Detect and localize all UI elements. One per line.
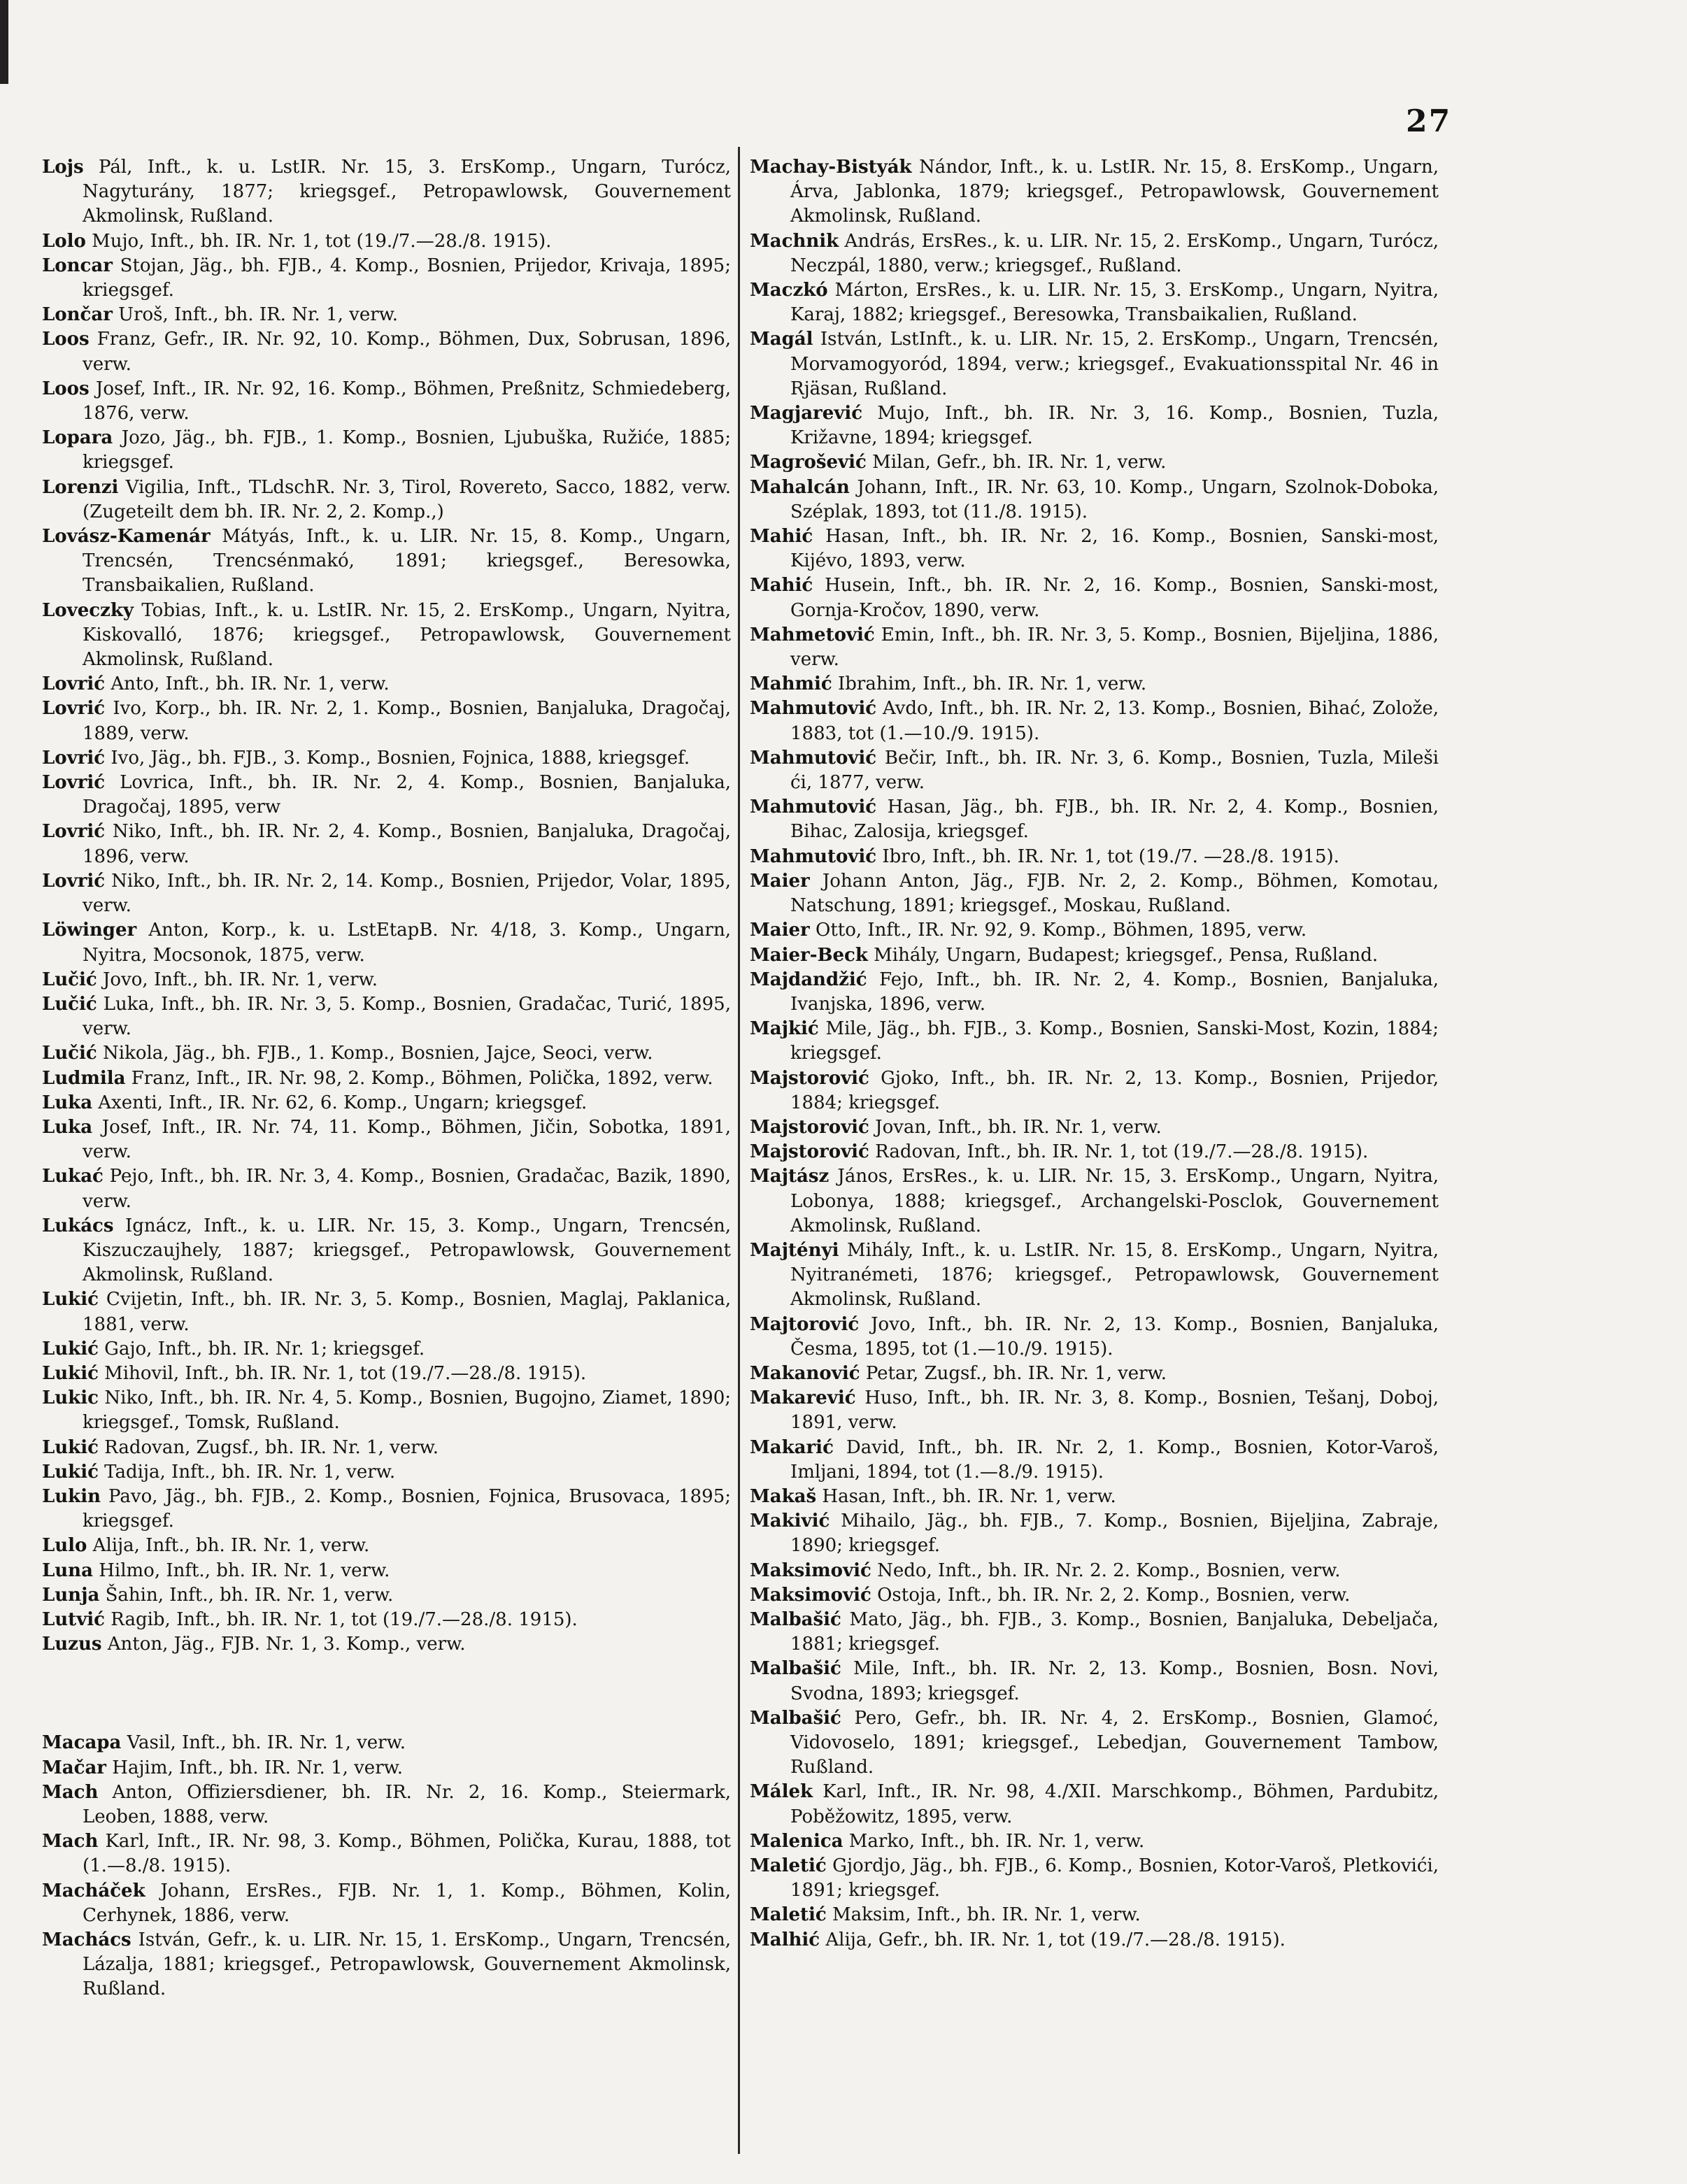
entry-details: Franz, Inft., IR. Nr. 98, 2. Komp., Böhmen, Polička, 1892, verw. — [125, 1067, 713, 1089]
entry-details: Mihailo, Jäg., bh. FJB., 7. Komp., Bosnien, Bijeljina, Zabraje, 1890; kriegsgef. — [790, 1511, 1439, 1557]
entry-surname: Maletić — [750, 1855, 827, 1877]
entry-details: Márton, ErsRes., k. u. LIR. Nr. 15, 3. ErsKomp., Ungarn, Nyitra, Karaj, 1882; kriegsgef., Beresowka, Transbaikalien, Rußland. — [790, 280, 1439, 326]
entry-details: Stojan, Jäg., bh. FJB., 4. Komp., Bosnien, Prijedor, Krivaja, 1895; kriegsgef. — [83, 255, 731, 301]
register-entry — [42, 746, 731, 771]
entry-surname: Makivić — [750, 1511, 830, 1532]
entry-surname: Lovrić — [42, 870, 106, 892]
entry-details: Karl, Inft., IR. Nr. 98, 4./XII. Marschkomp., Böhmen, Pardubitz, Poběžowitz, 1895, verw. — [790, 1781, 1439, 1827]
entry-details: Vigilia, Inft., TLdschR. Nr. 3, Tirol, Rovereto, Sacco, 1882, verw. (Zugeteilt dem bh. IR. Nr. 2, 2. Komp.,) — [83, 476, 731, 522]
register-entry — [42, 1780, 731, 1829]
register-entry — [42, 327, 731, 376]
entry-details: Mátyás, Inft., k. u. LIR. Nr. 15, 8. Komp., Ungarn, Trencsén, Trencsénmakó, 1891; kriegsgef., Beresowka, Transbaikalien, Rußland. — [83, 526, 731, 597]
register-entry — [750, 1559, 1439, 1583]
entry-details: Fejo, Inft., bh. IR. Nr. 2, 4. Komp., Bosnien, Banjaluka, Ivanjska, 1896, verw. — [790, 969, 1439, 1015]
register-entry — [750, 1509, 1439, 1558]
entry-surname: Macháček — [42, 1880, 145, 1901]
register-entry — [750, 1706, 1439, 1780]
register-entry — [750, 573, 1439, 622]
entry-details: Franz, Gefr., IR. Nr. 92, 10. Komp., Böhmen, Dux, Sobrusan, 1896, verw. — [83, 329, 731, 375]
register-entry — [750, 1066, 1439, 1115]
register-entry — [750, 672, 1439, 697]
register-entry — [42, 476, 731, 524]
entry-details: Emin, Inft., bh. IR. Nr. 3, 5. Komp., Bosnien, Bijeljina, 1886, verw. — [790, 624, 1439, 671]
entry-surname: Lukać — [42, 1166, 104, 1187]
entry-surname: Mahmutović — [750, 797, 877, 818]
register-entry — [750, 1608, 1439, 1657]
entry-details: Hasan, Inft., bh. IR. Nr. 1, verw. — [816, 1485, 1116, 1507]
entry-surname: Majtász — [750, 1166, 830, 1187]
register-entry — [42, 1928, 731, 2002]
left-column — [42, 155, 731, 2002]
entry-details: Hajim, Inft., bh. IR. Nr. 1, verw. — [106, 1757, 404, 1778]
entry-details: Mihály, Ungarn, Budapest; kriegsgef., Pensa, Rußland. — [867, 944, 1379, 966]
register-entry — [750, 869, 1439, 918]
register-entry — [750, 623, 1439, 672]
register-entry — [42, 1362, 731, 1386]
entry-surname: Luka — [42, 1116, 93, 1138]
register-entry — [750, 1313, 1439, 1362]
register-entry — [42, 1756, 731, 1780]
entry-details: Jovo, Inft., bh. IR. Nr. 1, verw. — [97, 969, 378, 990]
left-column-group-l — [42, 155, 731, 1657]
register-entry — [42, 1460, 731, 1485]
register-entry — [42, 968, 731, 992]
entry-details: Ragib, Inft., bh. IR. Nr. 1, tot (19./7.—28./8. 1915). — [105, 1608, 578, 1630]
entry-surname: Makarević — [750, 1387, 856, 1409]
entry-details: Petar, Zugsf., bh. IR. Nr. 1, verw. — [860, 1362, 1167, 1384]
entry-details: Uroš, Inft., bh. IR. Nr. 1, verw. — [112, 304, 399, 326]
entry-surname: Lukács — [42, 1215, 114, 1236]
entry-details: Pavo, Jäg., bh. FJB., 2. Komp., Bosnien, Fojnica, Brusovaca, 1895; kriegsgef. — [83, 1485, 731, 1532]
entry-details: Tadija, Inft., bh. IR. Nr. 1, verw. — [98, 1461, 396, 1483]
entry-details: Gjoko, Inft., bh. IR. Nr. 2, 13. Komp., Bosnien, Prijedor, 1884; kriegsgef. — [790, 1067, 1439, 1113]
register-entry — [42, 426, 731, 475]
entry-surname: Lukić — [42, 1289, 99, 1311]
entry-details: Huso, Inft., bh. IR. Nr. 3, 8. Komp., Bosnien, Tešanj, Doboj, 1891, verw. — [790, 1387, 1439, 1434]
register-entry — [750, 1115, 1439, 1140]
entry-surname: Lovrić — [42, 747, 106, 769]
entry-details: Josef, Inft., IR. Nr. 92, 16. Komp., Böhmen, Preßnitz, Schmiedeberg, 1876, verw. — [83, 378, 731, 424]
register-entry — [750, 327, 1439, 401]
entry-surname: Majstorović — [750, 1067, 869, 1089]
entry-surname: Löwinger — [42, 920, 137, 941]
register-entry — [750, 401, 1439, 450]
entry-surname: Lončar — [42, 304, 113, 326]
register-entry — [42, 1287, 731, 1336]
entry-details: Maksim, Inft., bh. IR. Nr. 1, verw. — [826, 1904, 1141, 1926]
entry-details: Mile, Inft., bh. IR. Nr. 2, 13. Komp., Bosnien, Bosn. Novi, Svodna, 1893; kriegsgef. — [790, 1658, 1439, 1704]
entry-surname: Lolo — [42, 230, 86, 252]
entry-details: Mujo, Inft., bh. IR. Nr. 3, 16. Komp., Bosnien, Tuzla, Križavne, 1894; kriegsgef. — [790, 403, 1439, 449]
entry-surname: Lovrić — [42, 673, 106, 695]
entry-surname: Lučić — [42, 969, 97, 990]
register-entry — [750, 229, 1439, 278]
register-entry — [42, 1583, 731, 1608]
register-entry — [42, 155, 731, 229]
entry-surname: Lukić — [42, 1436, 99, 1458]
entry-surname: Loos — [42, 329, 90, 350]
entry-details: Marko, Inft., bh. IR. Nr. 1, verw. — [843, 1830, 1145, 1852]
entry-details: Hasan, Jäg., bh. FJB., bh. IR. Nr. 2, 4. Komp., Bosnien, Bihac, Zalosija, kriegsgef. — [790, 797, 1439, 843]
entry-surname: Mahmutović — [750, 845, 877, 867]
entry-surname: Luzus — [42, 1634, 102, 1655]
entry-details: István, LstInft., k. u. LIR. Nr. 15, 2. ErsKomp., Ungarn, Trencsén, Morvamogyoród, 1894, verw.; kriegsgef., Evakuationsspital Nr. 46 in Rjäsan, Rußland. — [790, 329, 1439, 399]
register-entry — [42, 229, 731, 254]
entry-surname: Lukin — [42, 1485, 101, 1507]
entry-surname: Machnik — [750, 230, 839, 252]
entry-details: Niko, Inft., bh. IR. Nr. 2, 14. Komp., Bosnien, Prijedor, Volar, 1895, verw. — [83, 870, 731, 917]
entry-surname: Maier-Beck — [750, 944, 868, 966]
entry-details: Johann Anton, Jäg., FJB. Nr. 2, 2. Komp., Böhmen, Komotau, Natschung, 1891; kriegsgef., Moskau, Rußland. — [790, 870, 1439, 917]
entry-details: Radovan, Zugsf., bh. IR. Nr. 1, verw. — [98, 1436, 439, 1458]
register-entry — [42, 1041, 731, 1066]
register-entry — [42, 599, 731, 673]
entry-details: Anton, Offiziersdiener, bh. IR. Nr. 2, 16. Komp., Steiermark, Leoben, 1888, verw. — [83, 1781, 731, 1827]
register-entry — [750, 1903, 1439, 1927]
entry-surname: Mach — [42, 1831, 99, 1853]
entry-details: Anton, Korp., k. u. LstEtapB. Nr. 4/18, 3. Komp., Ungarn, Nyitra, Mocsonok, 1875, verw. — [83, 920, 731, 966]
entry-details: Milan, Gefr., bh. IR. Nr. 1, verw. — [866, 452, 1167, 473]
entry-surname: Lukić — [42, 1461, 99, 1483]
entry-surname: Mahić — [750, 526, 813, 548]
entry-details: Nedo, Inft., bh. IR. Nr. 2. 2. Komp., Bosnien, verw. — [871, 1560, 1341, 1581]
entry-details: Niko, Inft., bh. IR. Nr. 2, 4. Komp., Bosnien, Banjaluka, Dragočaj, 1896, verw. — [83, 821, 731, 867]
entry-surname: Lukic — [42, 1387, 99, 1409]
register-entry — [750, 1583, 1439, 1608]
entry-details: Hasan, Inft., bh. IR. Nr. 2, 16. Komp., Bosnien, Sanski-most, Kijévo, 1893, verw. — [790, 526, 1439, 572]
entry-details: Johann, Inft., IR. Nr. 63, 10. Komp., Ungarn, Szolnok-Doboka, Széplak, 1893, tot (11./8. 1915). — [790, 476, 1439, 522]
register-entry — [750, 1829, 1439, 1854]
register-entry — [750, 155, 1439, 229]
entry-surname: Maczkó — [750, 280, 828, 301]
register-entry — [42, 771, 731, 820]
entry-details: András, ErsRes., k. u. LIR. Nr. 15, 2. ErsKomp., Ungarn, Turócz, Neczpál, 1880, verw.; kriegsgef., Rußland. — [790, 230, 1439, 276]
register-entry — [750, 1436, 1439, 1485]
entry-surname: Mahmić — [750, 673, 832, 695]
section-gap — [42, 1657, 731, 1731]
entry-details: Ignácz, Inft., k. u. LIR. Nr. 15, 3. Komp., Ungarn, Trencsén, Kiszuczaujhely, 1887; kriegsgef., Petropawlowsk, Gouvernement Akmolinsk, Rußland. — [83, 1215, 731, 1286]
entry-surname: Malhić — [750, 1929, 820, 1950]
entry-surname: Machay-Bistyák — [750, 157, 912, 178]
entry-surname: Maletić — [750, 1904, 827, 1926]
register-entry — [42, 697, 731, 745]
register-entry — [750, 918, 1439, 943]
entry-details: Alija, Gefr., bh. IR. Nr. 1, tot (19./7.—28./8. 1915). — [820, 1929, 1286, 1950]
entry-details: Jovan, Inft., bh. IR. Nr. 1, verw. — [869, 1116, 1162, 1138]
entry-details: Šahin, Inft., bh. IR. Nr. 1, verw. — [99, 1584, 394, 1606]
register-entry — [750, 1780, 1439, 1829]
entry-details: Pero, Gefr., bh. IR. Nr. 4, 2. ErsKomp., Bosnien, Glamoć, Vidovoselo, 1891; kriegsgef., Lebedjan, Gouvernement Tambow, Rußland. — [790, 1707, 1439, 1778]
entry-surname: Macapa — [42, 1732, 122, 1754]
entry-details: Ostoja, Inft., bh. IR. Nr. 2, 2. Komp., Bosnien, verw. — [871, 1584, 1351, 1606]
register-entry — [42, 1879, 731, 1928]
entry-surname: Malenica — [750, 1830, 843, 1852]
register-entry — [42, 1115, 731, 1164]
entry-surname: Mahmutović — [750, 698, 877, 720]
entry-details: Pejo, Inft., bh. IR. Nr. 3, 4. Komp., Bosnien, Gradačac, Bazik, 1890, verw. — [83, 1166, 731, 1212]
entry-surname: Maksimović — [750, 1560, 871, 1581]
entry-surname: Mahmutović — [750, 747, 877, 769]
entry-surname: Lukić — [42, 1338, 99, 1359]
register-entry — [750, 943, 1439, 968]
register-entry — [42, 303, 731, 327]
entry-surname: Luna — [42, 1560, 93, 1581]
entry-surname: Loos — [42, 378, 90, 399]
entry-details: Johann, ErsRes., FJB. Nr. 1, 1. Komp., Böhmen, Kolin, Cerhynek, 1886, verw. — [83, 1880, 731, 1926]
register-entry — [42, 1066, 731, 1091]
entry-details: Jozo, Jäg., bh. FJB., 1. Komp., Bosnien, Ljubuška, Ružiće, 1885; kriegsgef. — [83, 427, 731, 473]
register-entry — [42, 1632, 731, 1657]
register-entry — [42, 672, 731, 697]
entry-details: Niko, Inft., bh. IR. Nr. 4, 5. Komp., Bosnien, Bugojno, Ziamet, 1890; kriegsgef., Tomsk, Rußland. — [83, 1387, 731, 1434]
register-entry — [750, 1854, 1439, 1903]
register-entry — [42, 1485, 731, 1534]
register-entry — [42, 1829, 731, 1878]
entry-details: Otto, Inft., IR. Nr. 92, 9. Komp., Böhmen, 1895, verw. — [809, 920, 1307, 941]
entry-details: Anto, Inft., bh. IR. Nr. 1, verw. — [105, 673, 390, 695]
entry-details: Luka, Inft., bh. IR. Nr. 3, 5. Komp., Bosnien, Gradačac, Turić, 1895, verw. — [83, 993, 731, 1040]
register-entry — [750, 1239, 1439, 1313]
entry-surname: Mach — [42, 1781, 99, 1803]
entry-details: Ivo, Korp., bh. IR. Nr. 2, 1. Komp., Bosnien, Banjaluka, Dragočaj, 1889, verw. — [83, 698, 731, 744]
entry-surname: Majkić — [750, 1018, 819, 1040]
register-entry — [42, 1731, 731, 1755]
column-divider — [738, 147, 740, 2154]
page-number: 27 — [1406, 104, 1452, 139]
entry-surname: Lopara — [42, 427, 113, 449]
entry-surname: Majtorović — [750, 1313, 860, 1335]
entry-surname: Luka — [42, 1092, 93, 1113]
register-entry — [750, 476, 1439, 524]
entry-surname: Malbašić — [750, 1608, 841, 1630]
register-entry — [42, 1559, 731, 1583]
entry-surname: Lutvić — [42, 1608, 106, 1630]
entry-details: Mujo, Inft., bh. IR. Nr. 1, tot (19./7.—28./8. 1915). — [85, 230, 552, 252]
register-entry — [42, 918, 731, 967]
entry-details: Axenti, Inft., IR. Nr. 62, 6. Komp., Ungarn; kriegsgef. — [92, 1092, 588, 1113]
entry-surname: Lovász-Kamenár — [42, 526, 211, 548]
entry-details: Cvijetin, Inft., bh. IR. Nr. 3, 5. Komp., Bosnien, Maglaj, Paklanica, 1881, verw. — [83, 1289, 731, 1335]
entry-surname: Magjarević — [750, 403, 863, 424]
register-entry — [750, 746, 1439, 795]
entry-details: Karl, Inft., IR. Nr. 98, 3. Komp., Böhmen, Polička, Kurau, 1888, tot (1.—8./8. 1915). — [83, 1831, 731, 1877]
register-entry — [750, 1017, 1439, 1066]
entry-details: Husein, Inft., bh. IR. Nr. 2, 16. Komp., Bosnien, Sanski-most, Gornja-Kročov, 1890, verw. — [790, 575, 1439, 621]
register-entry — [42, 1534, 731, 1558]
left-column-group-m — [42, 1731, 731, 2001]
entry-details: Nándor, Inft., k. u. LstIR. Nr. 15, 8. ErsKomp., Ungarn, Árva, Jablonka, 1879; kriegsgef., Petropawlowsk, Gouvernement Akmolinsk, Rußland. — [790, 157, 1439, 227]
entry-details: Anton, Jäg., FJB. Nr. 1, 3. Komp., verw. — [101, 1634, 466, 1655]
entry-surname: Magrošević — [750, 452, 867, 473]
register-entry — [42, 254, 731, 303]
entry-surname: Málek — [750, 1781, 813, 1803]
entry-details: Bečir, Inft., bh. IR. Nr. 3, 6. Komp., Bosnien, Tuzla, Mileši ći, 1877, verw. — [790, 747, 1439, 794]
entry-details: Gjordjo, Jäg., bh. FJB., 6. Komp., Bosnien, Kotor-Varoš, Pletkovići, 1891; kriegsgef. — [790, 1855, 1439, 1901]
entry-surname: Majstorović — [750, 1116, 869, 1138]
entry-details: Tobias, Inft., k. u. LstIR. Nr. 15, 2. ErsKomp., Ungarn, Nyitra, Kiskovalló, 1876; kriegsgef., Petropawlowsk, Gouvernement Akmolinsk, Rußland. — [83, 599, 731, 671]
entry-details: Josef, Inft., IR. Nr. 74, 11. Komp., Böhmen, Jičin, Sobotka, 1891, verw. — [83, 1116, 731, 1163]
entry-surname: Malbašić — [750, 1658, 841, 1680]
register-entry — [750, 845, 1439, 869]
entry-surname: Lulo — [42, 1535, 87, 1557]
entry-surname: Loveczky — [42, 599, 134, 621]
register-entry — [750, 524, 1439, 573]
entry-surname: Loncar — [42, 255, 113, 276]
entry-details: Gajo, Inft., bh. IR. Nr. 1; kriegsgef. — [98, 1338, 425, 1359]
entry-details: Alija, Inft., bh. IR. Nr. 1, verw. — [87, 1535, 370, 1557]
entry-surname: Lovrić — [42, 821, 106, 843]
entry-details: Radovan, Inft., bh. IR. Nr. 1, tot (19./7.—28./8. 1915). — [869, 1141, 1369, 1163]
entry-surname: Makanović — [750, 1362, 860, 1384]
entry-surname: Lojs — [42, 157, 84, 178]
entry-surname: Lučić — [42, 1043, 97, 1064]
register-entry — [42, 1337, 731, 1362]
entry-details: Nikola, Jäg., bh. FJB., 1. Komp., Bosnien, Jajce, Seoci, verw. — [97, 1043, 653, 1064]
register-entry — [750, 697, 1439, 745]
entry-details: Avdo, Inft., bh. IR. Nr. 2, 13. Komp., Bosnien, Bihać, Zolože, 1883, tot (1.—10./9. 1915). — [790, 698, 1439, 744]
entry-details: Mihovil, Inft., bh. IR. Nr. 1, tot (19./7.—28./8. 1915). — [98, 1362, 587, 1384]
register-entry — [42, 377, 731, 426]
entry-surname: Ludmila — [42, 1067, 126, 1089]
entry-details: Ivo, Jäg., bh. FJB., 3. Komp., Bosnien, Fojnica, 1888, kriegsgef. — [105, 747, 690, 769]
register-entry — [750, 1485, 1439, 1509]
entry-surname: Lučić — [42, 993, 97, 1015]
register-entry — [750, 968, 1439, 1017]
entry-surname: Lunja — [42, 1584, 100, 1606]
entry-surname: Machács — [42, 1929, 131, 1951]
entry-details: Pál, Inft., k. u. LstIR. Nr. 15, 3. ErsKomp., Ungarn, Turócz, Nagyturány, 1877; kriegsgef., Petropawlowsk, Gouvernement Akmolinsk, Rußland. — [83, 157, 731, 227]
register-entry — [750, 1386, 1439, 1435]
register-entry — [750, 278, 1439, 327]
register-entry — [42, 1436, 731, 1460]
entry-details: Mato, Jäg., bh. FJB., 3. Komp., Bosnien, Banjaluka, Debeljača, 1881; kriegsgef. — [790, 1608, 1439, 1655]
register-entry — [42, 992, 731, 1041]
entry-details: János, ErsRes., k. u. LIR. Nr. 15, 3. ErsKomp., Ungarn, Nyitra, Lobonya, 1888; kriegsgef., Archangelski-Posclok, Gouvernement Akmolinsk, Rußland. — [790, 1166, 1439, 1236]
register-entry — [750, 1928, 1439, 1953]
register-entry — [42, 1214, 731, 1288]
entry-surname: Malbašić — [750, 1707, 841, 1729]
entry-surname: Mahić — [750, 575, 813, 597]
entry-surname: Makaš — [750, 1485, 817, 1507]
entry-details: Lovrica, Inft., bh. IR. Nr. 2, 4. Komp., Bosnien, Banjaluka, Dragočaj, 1895, verw — [83, 772, 731, 818]
entry-details: Ibro, Inft., bh. IR. Nr. 1, tot (19./7. —28./8. 1915). — [876, 845, 1339, 867]
scan-edge-mark — [0, 0, 8, 84]
register-entry — [750, 1362, 1439, 1386]
entry-surname: Lorenzi — [42, 476, 119, 498]
register-entry — [750, 450, 1439, 475]
entry-surname: Mahmetović — [750, 624, 875, 645]
entry-surname: Mahalcán — [750, 476, 850, 498]
entry-surname: Maier — [750, 920, 810, 941]
entry-surname: Lovrić — [42, 698, 106, 720]
entry-details: István, Gefr., k. u. LIR. Nr. 15, 1. ErsKomp., Ungarn, Trencsén, Lázalja, 1881; kriegsgef., Petropawlowsk, Gouvernement Akmolinsk, Rußland. — [83, 1929, 731, 2000]
register-entry — [42, 524, 731, 599]
right-column — [750, 155, 1439, 1953]
entry-surname: Majstorović — [750, 1141, 869, 1163]
entry-surname: Lukić — [42, 1362, 99, 1384]
entry-details: David, Inft., bh. IR. Nr. 2, 1. Komp., Bosnien, Kotor-Varoš, Imljani, 1894, tot (1.—8./9. 1915). — [790, 1436, 1439, 1483]
register-entry — [42, 869, 731, 918]
entry-surname: Maier — [750, 870, 810, 892]
entry-details: Jovo, Inft., bh. IR. Nr. 2, 13. Komp., Bosnien, Banjaluka, Česma, 1895, tot (1.—10./9. 1915). — [790, 1313, 1439, 1359]
entry-surname: Majtényi — [750, 1239, 839, 1261]
entry-surname: Makarić — [750, 1436, 834, 1458]
entry-surname: Mačar — [42, 1757, 107, 1778]
register-entry — [750, 1164, 1439, 1239]
entry-surname: Magál — [750, 329, 813, 350]
register-entry — [42, 1164, 731, 1213]
register-entry — [42, 820, 731, 869]
entry-surname: Lovrić — [42, 772, 106, 794]
register-entry — [750, 1657, 1439, 1706]
register-entry — [42, 1608, 731, 1632]
register-entry — [42, 1386, 731, 1435]
entry-details: Vasil, Inft., bh. IR. Nr. 1, verw. — [121, 1732, 406, 1754]
register-entry — [750, 1140, 1439, 1164]
entry-surname: Majdandžić — [750, 969, 867, 990]
entry-details: Mihály, Inft., k. u. LstIR. Nr. 15, 8. ErsKomp., Ungarn, Nyitra, Nyitranémeti, 1876; kriegsgef., Petropawlowsk, Gouvernement Akmolinsk, Rußland. — [790, 1239, 1439, 1311]
register-entry — [750, 795, 1439, 844]
register-entry — [42, 1091, 731, 1115]
entry-details: Ibrahim, Inft., bh. IR. Nr. 1, verw. — [832, 673, 1147, 695]
entry-details: Mile, Jäg., bh. FJB., 3. Komp., Bosnien, Sanski-Most, Kozin, 1884; kriegsgef. — [790, 1018, 1439, 1064]
entry-details: Hilmo, Inft., bh. IR. Nr. 1, verw. — [92, 1560, 390, 1581]
entry-surname: Maksimović — [750, 1584, 871, 1606]
